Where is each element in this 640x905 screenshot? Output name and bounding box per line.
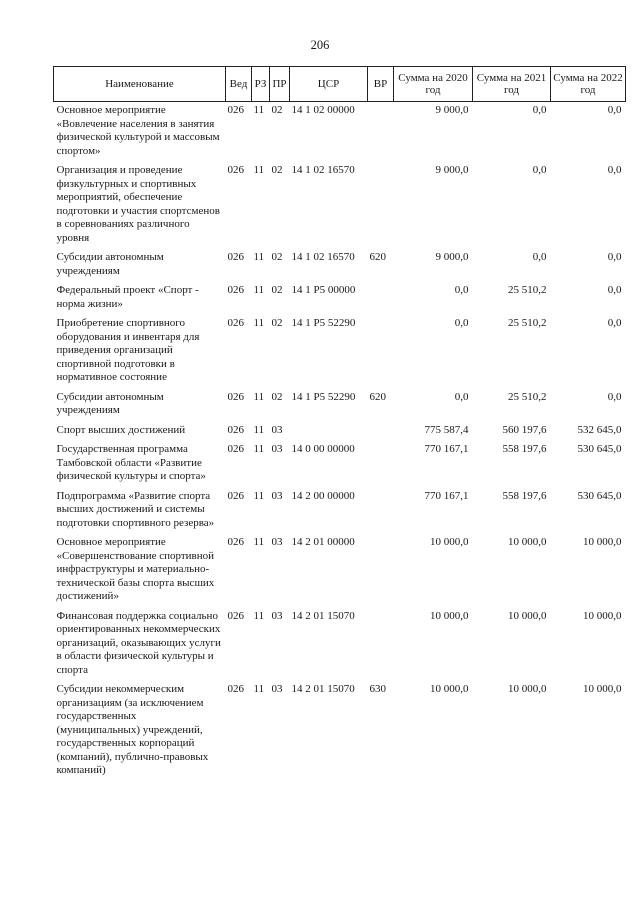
row-sum-2020: 0,0 xyxy=(454,317,469,329)
row-ved: 026 xyxy=(227,104,244,116)
row-sum-2020: 770 167,1 xyxy=(424,443,469,455)
table-row xyxy=(54,102,626,163)
row-csr: 14 2 01 15070 xyxy=(291,609,355,622)
row-ved: 026 xyxy=(227,390,244,403)
table-row xyxy=(54,681,626,782)
row-sum-2021: 25 510,2 xyxy=(508,317,547,329)
row-sum-2022: 532 645,0 xyxy=(577,423,622,436)
row-sum-2022: 530 645,0 xyxy=(577,443,622,455)
row-sum-2022: 0,0 xyxy=(607,104,622,116)
row-sum-2022: 10 000,0 xyxy=(583,536,622,548)
row-rz: 11 xyxy=(253,609,265,622)
row-rz: 11 xyxy=(253,390,265,403)
row-name: Спорт высших достижений xyxy=(56,423,186,436)
row-sum-2020: 775 587,4 xyxy=(424,423,469,436)
row-rz: 11 xyxy=(253,489,265,502)
row-name: Субсидии автономным учреждениям xyxy=(56,390,164,416)
row-sum-2022: 0,0 xyxy=(607,317,622,329)
row-rz: 11 xyxy=(253,536,265,548)
header-csr: ЦСР xyxy=(290,67,368,102)
row-sum-2021: 25 510,2 xyxy=(508,390,547,403)
row-vr: 620 xyxy=(369,390,386,403)
row-csr: 14 2 01 15070 xyxy=(291,683,355,695)
row-csr xyxy=(290,422,368,442)
row-name: Субсидии автономным учреждениям xyxy=(56,251,164,277)
row-pr: 03 xyxy=(271,489,283,502)
row-sum-2020: 0,0 xyxy=(454,284,469,296)
row-pr: 02 xyxy=(271,164,283,176)
row-ved: 026 xyxy=(227,423,244,436)
row-name: Основное мероприятие «Совершенствование спортивной инфраструктуры и материально-технической базы спорта высших достижений» xyxy=(56,536,215,602)
row-pr: 03 xyxy=(271,536,283,548)
table-header xyxy=(54,67,626,102)
row-sum-2020: 10 000,0 xyxy=(430,536,469,548)
table-row xyxy=(54,389,626,422)
row-name: Федеральный проект «Спорт - норма жизни» xyxy=(56,284,199,310)
row-ved: 026 xyxy=(227,609,244,622)
row-pr: 02 xyxy=(271,284,283,296)
row-sum-2020: 0,0 xyxy=(454,390,469,403)
table-body xyxy=(54,102,626,782)
row-sum-2022: 10 000,0 xyxy=(583,683,622,695)
row-sum-2022: 10 000,0 xyxy=(583,609,622,622)
row-name: Финансовая поддержка социально ориентированных некоммерческих организаций, оказывающих услуги в области физической культуры и спорта xyxy=(56,609,221,676)
row-sum-2021: 0,0 xyxy=(532,104,547,116)
header-vr: ВР xyxy=(368,67,394,102)
row-vr xyxy=(368,282,394,315)
row-pr: 03 xyxy=(271,683,283,695)
row-ved: 026 xyxy=(227,536,244,548)
row-vr xyxy=(368,102,394,163)
table-row xyxy=(54,422,626,442)
row-sum-2021: 0,0 xyxy=(532,251,547,263)
row-rz: 11 xyxy=(253,251,265,263)
row-sum-2020: 9 000,0 xyxy=(435,164,469,176)
row-ved: 026 xyxy=(227,284,244,296)
row-sum-2021: 558 197,6 xyxy=(502,489,547,502)
header-sum-2021: Сумма на 2021 год xyxy=(473,67,551,102)
row-sum-2020: 10 000,0 xyxy=(430,609,469,622)
row-rz: 11 xyxy=(253,104,265,116)
header-name: Наименование xyxy=(54,67,226,102)
row-ved: 026 xyxy=(227,443,244,455)
row-sum-2021: 25 510,2 xyxy=(508,284,547,296)
header-pr: ПР xyxy=(270,67,290,102)
row-rz: 11 xyxy=(253,443,265,455)
row-sum-2021: 558 197,6 xyxy=(502,443,547,455)
row-vr xyxy=(368,608,394,682)
row-csr: 14 1 P5 52290 xyxy=(291,390,356,403)
row-vr xyxy=(368,441,394,488)
header-sum-2020: Сумма на 2020 год xyxy=(394,67,473,102)
page-number: 206 xyxy=(310,38,330,52)
row-sum-2022: 0,0 xyxy=(607,390,622,403)
row-csr: 14 1 P5 52290 xyxy=(291,317,356,329)
header-ved: Вед xyxy=(226,67,252,102)
row-name: Приобретение спортивного оборудования и инвентаря для приведения организаций спортивной подготовки в нормативное состояние xyxy=(56,317,200,383)
row-csr: 14 2 01 00000 xyxy=(291,536,355,548)
table-row xyxy=(54,315,626,389)
row-pr: 02 xyxy=(271,104,283,116)
row-csr: 14 0 00 00000 xyxy=(291,443,355,455)
table-row xyxy=(54,249,626,282)
row-rz: 11 xyxy=(253,284,265,296)
row-pr: 02 xyxy=(271,317,283,329)
row-rz: 11 xyxy=(253,683,265,695)
row-ved: 026 xyxy=(227,317,244,329)
row-sum-2021: 0,0 xyxy=(532,164,547,176)
row-pr: 03 xyxy=(271,443,283,455)
row-rz: 11 xyxy=(253,423,265,436)
row-rz: 11 xyxy=(253,317,265,329)
row-csr: 14 1 P5 00000 xyxy=(291,284,356,296)
row-sum-2022: 530 645,0 xyxy=(577,489,622,502)
table-row xyxy=(54,441,626,488)
row-sum-2021: 10 000,0 xyxy=(508,536,547,548)
row-vr xyxy=(368,488,394,535)
row-rz: 11 xyxy=(253,164,265,176)
row-sum-2021: 560 197,6 xyxy=(502,423,547,436)
row-vr xyxy=(368,162,394,249)
row-name: Государственная программа Тамбовской области «Развитие физической культуры и спорта» xyxy=(56,443,206,482)
row-sum-2020: 770 167,1 xyxy=(424,489,469,502)
row-pr: 03 xyxy=(271,609,283,622)
row-ved: 026 xyxy=(227,489,244,502)
row-csr: 14 1 02 16570 xyxy=(291,164,355,176)
row-sum-2022: 0,0 xyxy=(607,284,622,296)
row-ved: 026 xyxy=(227,164,244,176)
row-pr: 03 xyxy=(271,423,283,436)
row-sum-2021: 10 000,0 xyxy=(508,609,547,622)
row-sum-2022: 0,0 xyxy=(607,164,622,176)
row-sum-2020: 9 000,0 xyxy=(435,104,469,116)
row-ved: 026 xyxy=(227,683,244,695)
row-ved: 026 xyxy=(227,251,244,263)
table-row xyxy=(54,162,626,249)
row-name: Основное мероприятие «Вовлечение населения в занятия физической культурой и массовым спортом» xyxy=(56,104,220,157)
table-row xyxy=(54,282,626,315)
budget-table xyxy=(53,66,626,782)
row-pr: 02 xyxy=(271,251,283,263)
row-vr: 630 xyxy=(369,683,386,695)
row-vr xyxy=(368,315,394,389)
row-csr: 14 1 02 00000 xyxy=(291,104,355,116)
row-vr: 620 xyxy=(369,251,386,263)
row-vr xyxy=(368,534,394,608)
row-sum-2020: 10 000,0 xyxy=(430,683,469,695)
header-sum-2022: Сумма на 2022 год xyxy=(551,67,626,102)
table-row xyxy=(54,488,626,535)
row-pr: 02 xyxy=(271,390,283,403)
table-row xyxy=(54,534,626,608)
row-sum-2020: 9 000,0 xyxy=(435,251,469,263)
table-row xyxy=(54,608,626,682)
header-rz: РЗ xyxy=(252,67,270,102)
row-sum-2021: 10 000,0 xyxy=(508,683,547,695)
row-vr xyxy=(368,422,394,442)
row-sum-2022: 0,0 xyxy=(607,251,622,263)
row-name: Субсидии некоммерческим организациям (за исключением государственных (муниципальных) учреждений, государственных корпораций (компаний), публично-правовых компаний) xyxy=(56,683,209,776)
row-csr: 14 2 00 00000 xyxy=(291,489,355,502)
row-name: Подпрограмма «Развитие спорта высших достижений и системы подготовки спортивного резерва» xyxy=(56,489,215,529)
row-name: Организация и проведение физкультурных и спортивных мероприятий, обеспечение подготовки и участия спортсменов в соревнованиях различного уровня xyxy=(56,164,220,244)
row-csr: 14 1 02 16570 xyxy=(291,251,355,263)
